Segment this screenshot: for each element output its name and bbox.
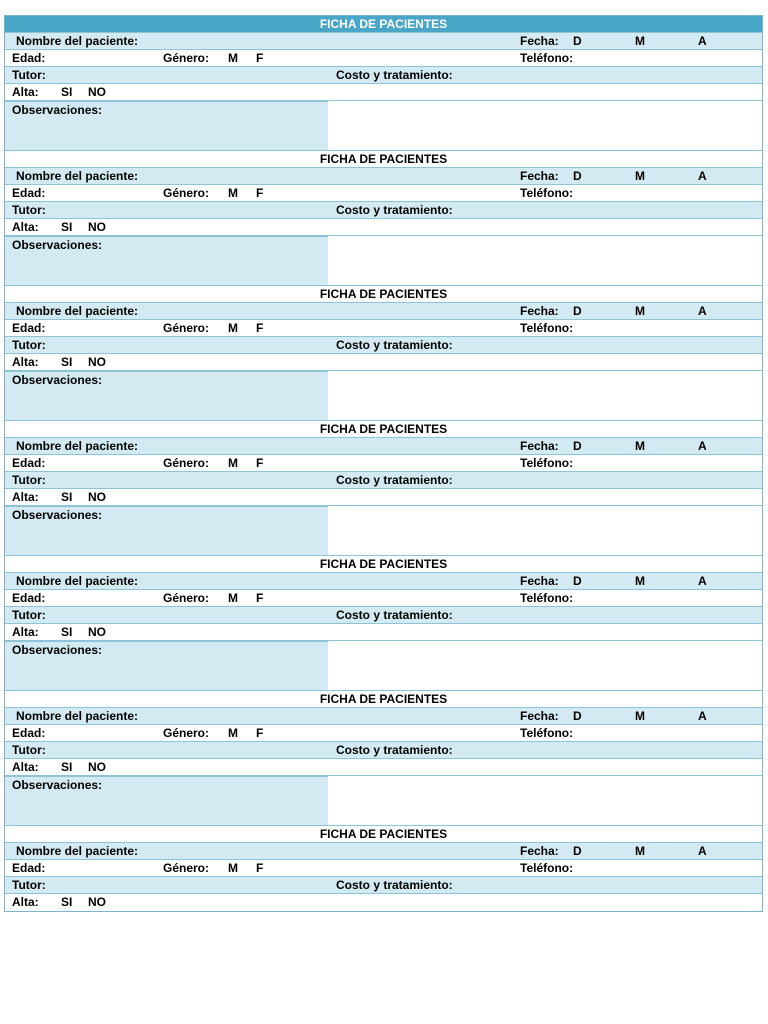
telefono-label: Teléfono: (520, 456, 574, 470)
alta-no-option: NO (88, 895, 106, 909)
fecha-label: Fecha: (520, 169, 559, 183)
fecha-year-label: A (698, 169, 707, 183)
fecha-day-label: D (573, 304, 582, 318)
observations-box (5, 236, 328, 285)
nombre-label: Nombre del paciente: (16, 169, 139, 183)
observaciones-label: Observaciones: (12, 508, 103, 522)
name-date-row (5, 438, 762, 455)
alta-no-option: NO (88, 85, 106, 99)
tutor-label: Tutor: (12, 203, 46, 217)
patient-form-sheet (4, 15, 763, 912)
fecha-day-label: D (573, 34, 582, 48)
name-date-row (5, 168, 762, 185)
alta-si-option: SI (61, 895, 73, 909)
genero-label: Género: (163, 321, 210, 335)
card-title-row (5, 16, 762, 33)
observaciones-label: Observaciones: (12, 778, 103, 792)
fecha-day-label: D (573, 169, 582, 183)
telefono-label: Teléfono: (520, 51, 574, 65)
genero-f-option: F (256, 186, 264, 200)
patient-card (5, 826, 762, 911)
alta-si-option: SI (61, 85, 73, 99)
card-title: FICHA DE PACIENTES (319, 422, 448, 436)
costo-label: Costo y tratamiento: (336, 68, 453, 82)
observaciones-label: Observaciones: (12, 373, 103, 387)
genero-m-option: M (228, 726, 238, 740)
edad-label: Edad: (12, 591, 46, 605)
alta-label: Alta: (12, 355, 39, 369)
card-title-row (5, 286, 762, 303)
alta-row (5, 759, 762, 776)
age-gender-phone-row (5, 455, 762, 472)
age-gender-phone-row (5, 50, 762, 67)
fecha-day-label: D (573, 439, 582, 453)
fecha-label: Fecha: (520, 34, 559, 48)
nombre-label: Nombre del paciente: (16, 34, 139, 48)
name-date-row (5, 303, 762, 320)
alta-label: Alta: (12, 760, 39, 774)
fecha-month-label: M (635, 439, 645, 453)
patient-card (5, 151, 762, 286)
genero-m-option: M (228, 861, 238, 875)
tutor-label: Tutor: (12, 608, 46, 622)
patient-card (5, 556, 762, 691)
nombre-label: Nombre del paciente: (16, 439, 139, 453)
fecha-month-label: M (635, 844, 645, 858)
tutor-label: Tutor: (12, 473, 46, 487)
observations-box (5, 371, 328, 420)
fecha-year-label: A (698, 709, 707, 723)
observations-area (5, 776, 762, 826)
patient-card (5, 286, 762, 421)
genero-f-option: F (256, 51, 264, 65)
alta-row (5, 219, 762, 236)
genero-f-option: F (256, 591, 264, 605)
tutor-label: Tutor: (12, 68, 46, 82)
card-title: FICHA DE PACIENTES (319, 827, 448, 841)
fecha-day-label: D (573, 844, 582, 858)
edad-label: Edad: (12, 861, 46, 875)
card-title: FICHA DE PACIENTES (319, 692, 448, 706)
genero-label: Género: (163, 186, 210, 200)
alta-si-option: SI (61, 355, 73, 369)
observations-box (5, 101, 328, 150)
alta-no-option: NO (88, 760, 106, 774)
card-title: FICHA DE PACIENTES (319, 557, 448, 571)
observations-area (5, 371, 762, 421)
patient-card (5, 691, 762, 826)
tutor-label: Tutor: (12, 743, 46, 757)
card-title: FICHA DE PACIENTES (319, 17, 448, 31)
fecha-day-label: D (573, 709, 582, 723)
costo-label: Costo y tratamiento: (336, 743, 453, 757)
costo-label: Costo y tratamiento: (336, 608, 453, 622)
costo-label: Costo y tratamiento: (336, 338, 453, 352)
telefono-label: Teléfono: (520, 726, 574, 740)
edad-label: Edad: (12, 51, 46, 65)
fecha-day-label: D (573, 574, 582, 588)
age-gender-phone-row (5, 320, 762, 337)
tutor-cost-row (5, 742, 762, 759)
fecha-month-label: M (635, 574, 645, 588)
telefono-label: Teléfono: (520, 861, 574, 875)
card-title-row (5, 421, 762, 438)
nombre-label: Nombre del paciente: (16, 574, 139, 588)
name-date-row (5, 33, 762, 50)
alta-label: Alta: (12, 490, 39, 504)
edad-label: Edad: (12, 456, 46, 470)
alta-row (5, 624, 762, 641)
edad-label: Edad: (12, 321, 46, 335)
tutor-cost-row (5, 607, 762, 624)
genero-label: Género: (163, 861, 210, 875)
edad-label: Edad: (12, 186, 46, 200)
fecha-month-label: M (635, 169, 645, 183)
alta-row (5, 489, 762, 506)
genero-f-option: F (256, 321, 264, 335)
alta-label: Alta: (12, 85, 39, 99)
telefono-label: Teléfono: (520, 186, 574, 200)
card-title: FICHA DE PACIENTES (319, 152, 448, 166)
genero-m-option: M (228, 186, 238, 200)
genero-label: Género: (163, 456, 210, 470)
costo-label: Costo y tratamiento: (336, 878, 453, 892)
card-title-row (5, 556, 762, 573)
card-title-row (5, 691, 762, 708)
tutor-cost-row (5, 472, 762, 489)
costo-label: Costo y tratamiento: (336, 203, 453, 217)
patient-card (5, 16, 762, 151)
costo-label: Costo y tratamiento: (336, 473, 453, 487)
alta-row (5, 84, 762, 101)
fecha-label: Fecha: (520, 574, 559, 588)
age-gender-phone-row (5, 725, 762, 742)
observations-box (5, 506, 328, 555)
fecha-month-label: M (635, 34, 645, 48)
fecha-label: Fecha: (520, 844, 559, 858)
fecha-label: Fecha: (520, 304, 559, 318)
alta-si-option: SI (61, 220, 73, 234)
nombre-label: Nombre del paciente: (16, 709, 139, 723)
genero-f-option: F (256, 456, 264, 470)
alta-no-option: NO (88, 355, 106, 369)
card-title-row (5, 151, 762, 168)
observations-area (5, 101, 762, 151)
observations-area (5, 506, 762, 556)
tutor-cost-row (5, 67, 762, 84)
observations-box (5, 641, 328, 690)
alta-label: Alta: (12, 220, 39, 234)
genero-f-option: F (256, 726, 264, 740)
fecha-year-label: A (698, 34, 707, 48)
alta-si-option: SI (61, 760, 73, 774)
observations-box (5, 776, 328, 825)
observaciones-label: Observaciones: (12, 103, 103, 117)
fecha-label: Fecha: (520, 439, 559, 453)
tutor-label: Tutor: (12, 338, 46, 352)
alta-no-option: NO (88, 220, 106, 234)
age-gender-phone-row (5, 185, 762, 202)
card-title-row (5, 826, 762, 843)
telefono-label: Teléfono: (520, 591, 574, 605)
genero-label: Género: (163, 591, 210, 605)
tutor-label: Tutor: (12, 878, 46, 892)
fecha-year-label: A (698, 304, 707, 318)
observations-area (5, 236, 762, 286)
alta-si-option: SI (61, 625, 73, 639)
alta-si-option: SI (61, 490, 73, 504)
edad-label: Edad: (12, 726, 46, 740)
observaciones-label: Observaciones: (12, 643, 103, 657)
telefono-label: Teléfono: (520, 321, 574, 335)
nombre-label: Nombre del paciente: (16, 304, 139, 318)
card-title: FICHA DE PACIENTES (319, 287, 448, 301)
tutor-cost-row (5, 337, 762, 354)
nombre-label: Nombre del paciente: (16, 844, 139, 858)
alta-label: Alta: (12, 895, 39, 909)
age-gender-phone-row (5, 860, 762, 877)
genero-m-option: M (228, 51, 238, 65)
alta-row (5, 894, 762, 911)
alta-no-option: NO (88, 625, 106, 639)
genero-label: Género: (163, 51, 210, 65)
fecha-month-label: M (635, 304, 645, 318)
genero-m-option: M (228, 591, 238, 605)
fecha-year-label: A (698, 844, 707, 858)
alta-label: Alta: (12, 625, 39, 639)
age-gender-phone-row (5, 590, 762, 607)
observations-area (5, 641, 762, 691)
fecha-label: Fecha: (520, 709, 559, 723)
fecha-year-label: A (698, 439, 707, 453)
genero-m-option: M (228, 456, 238, 470)
genero-f-option: F (256, 861, 264, 875)
tutor-cost-row (5, 202, 762, 219)
fecha-year-label: A (698, 574, 707, 588)
name-date-row (5, 708, 762, 725)
name-date-row (5, 843, 762, 860)
genero-m-option: M (228, 321, 238, 335)
fecha-month-label: M (635, 709, 645, 723)
patient-card (5, 421, 762, 556)
name-date-row (5, 573, 762, 590)
tutor-cost-row (5, 877, 762, 894)
genero-label: Género: (163, 726, 210, 740)
alta-no-option: NO (88, 490, 106, 504)
alta-row (5, 354, 762, 371)
observaciones-label: Observaciones: (12, 238, 103, 252)
